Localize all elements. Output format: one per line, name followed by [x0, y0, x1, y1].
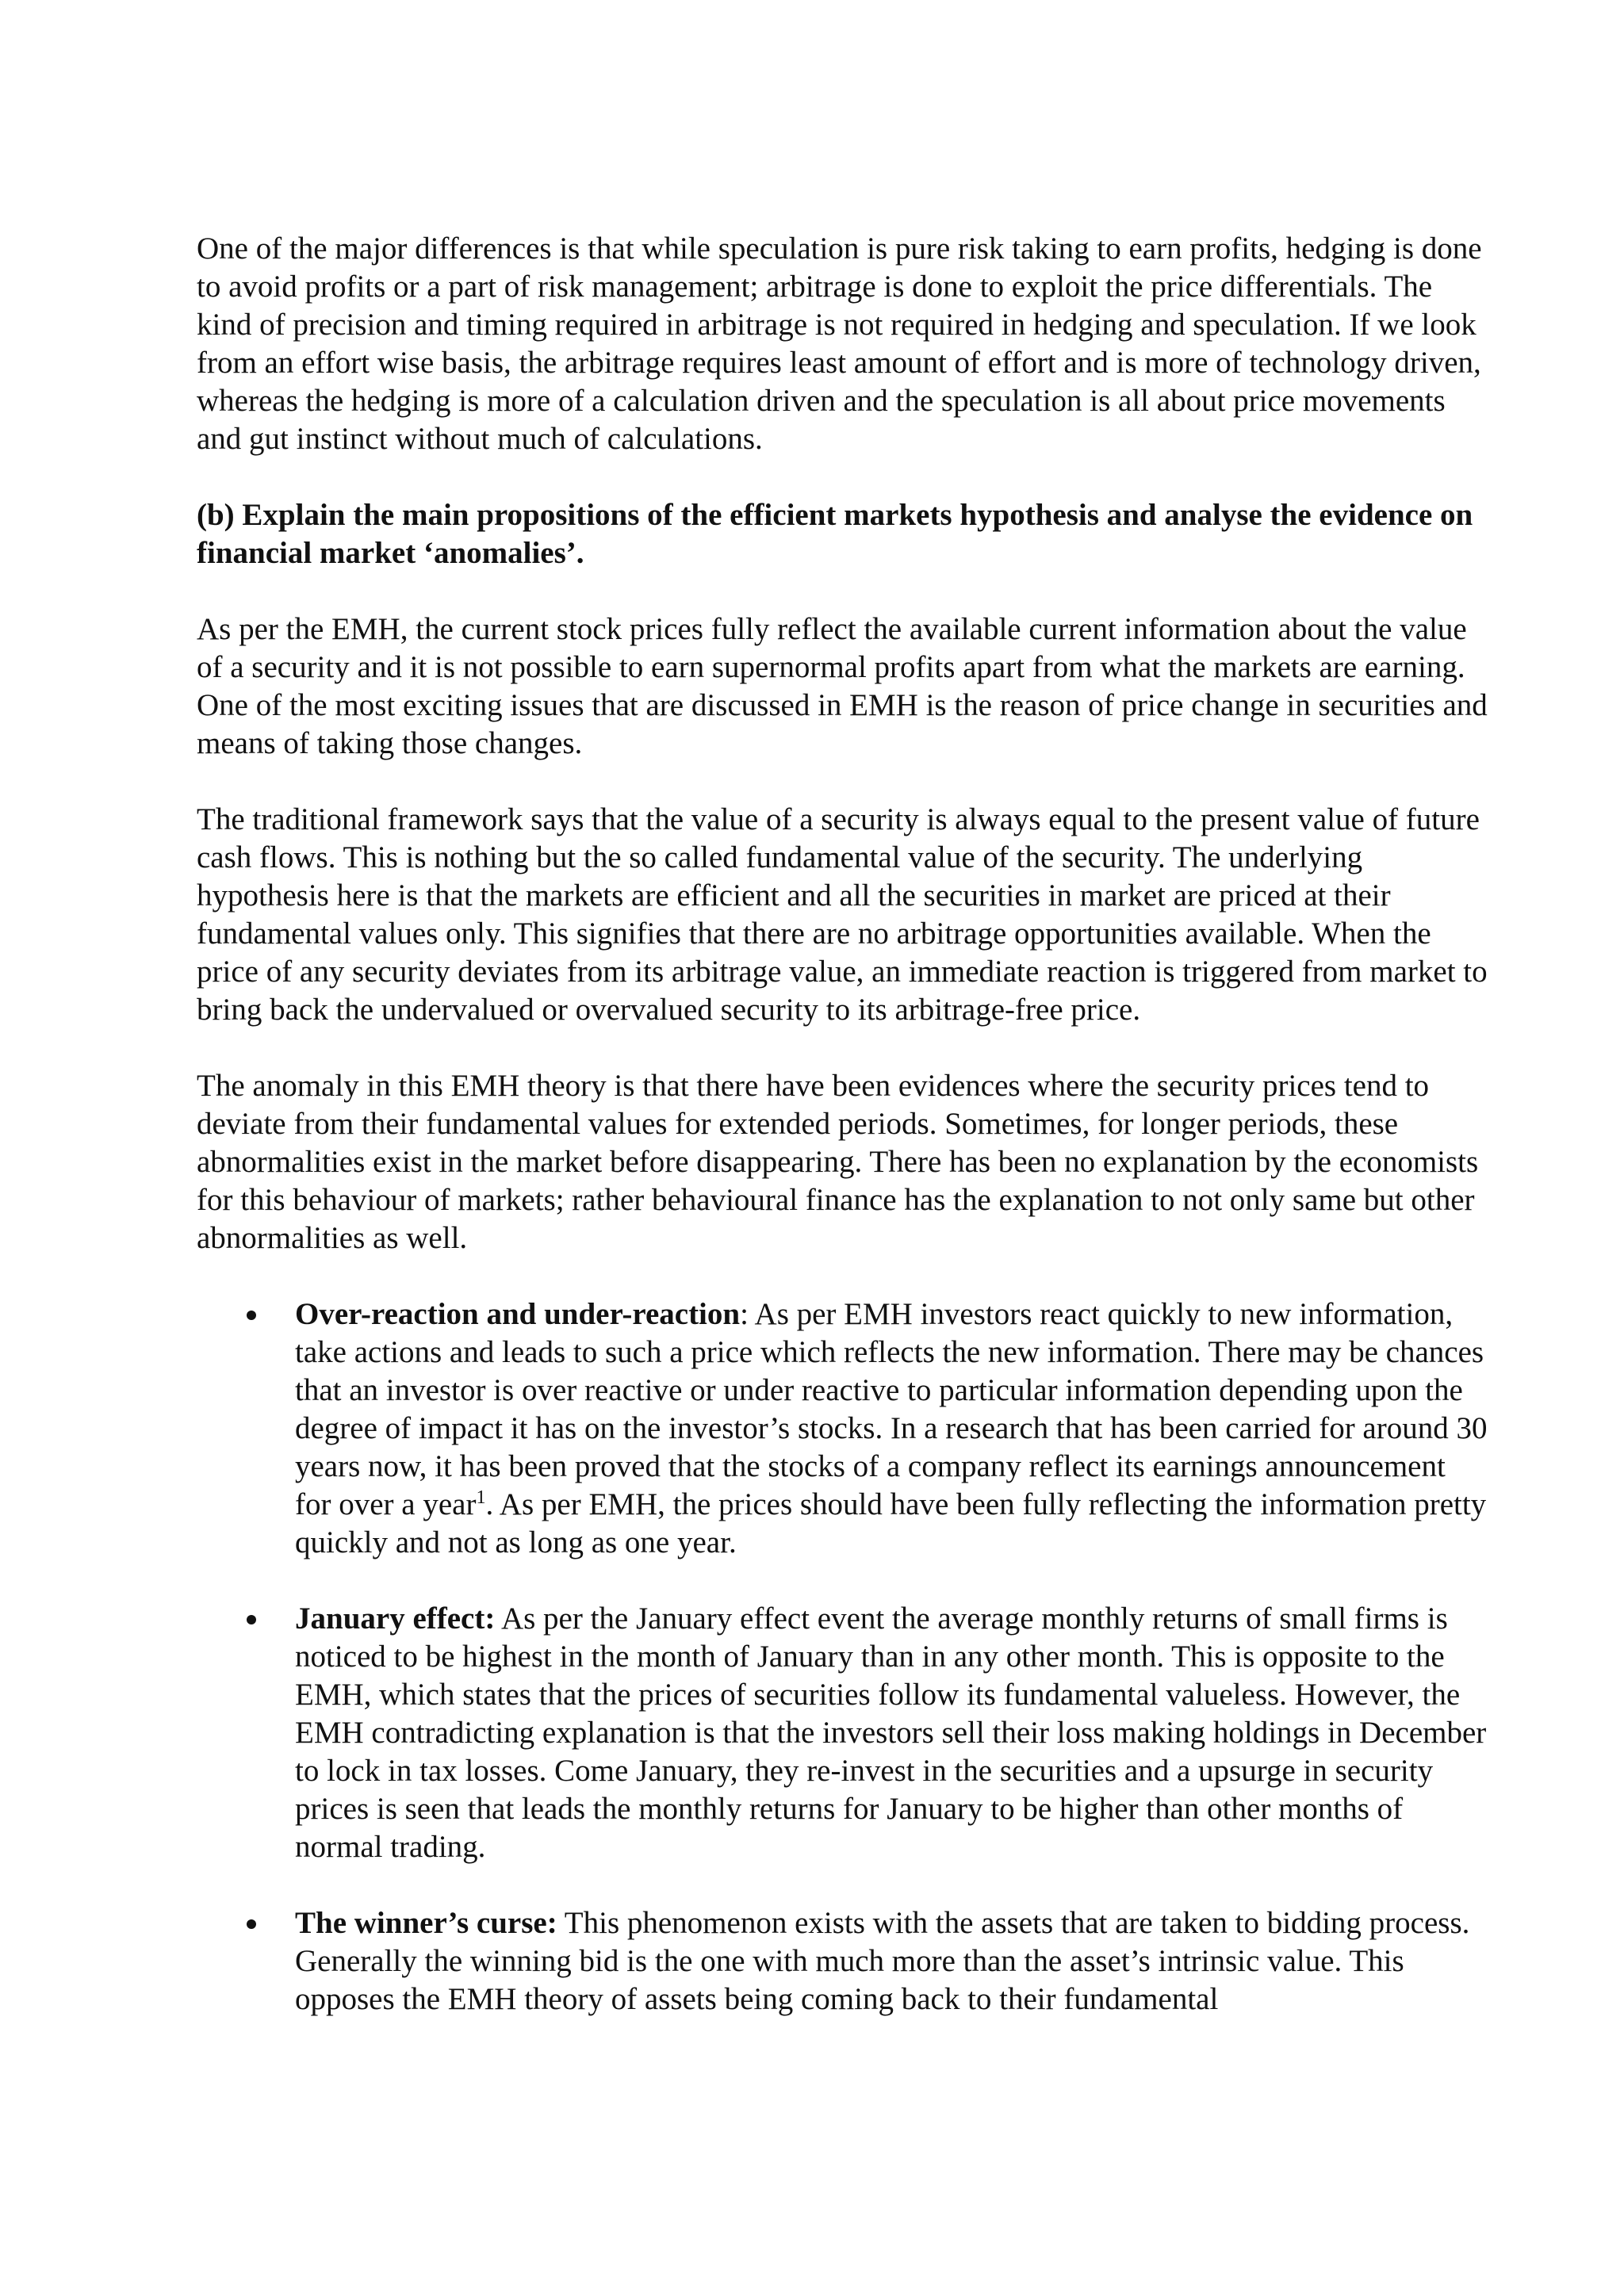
bullet-text: This phenomenon exists with the assets that are taken to bidding process. Generally the winning bid is the one with much more than the asset’s intrinsic value. This opposes the EMH theory of assets being coming back to their fundamental [295, 1906, 1470, 2016]
bullet-separator [495, 1601, 501, 1636]
anomalies-list [197, 1295, 1489, 2019]
bullet-term: The winner’s curse: [295, 1906, 557, 1940]
list-item-winners-curse [197, 1904, 1489, 2019]
bullet-icon [247, 1615, 256, 1624]
bullet-separator: : [740, 1297, 755, 1331]
footnote-marker[interactable]: 1 [476, 1487, 486, 1508]
bullet-icon [247, 1919, 256, 1929]
bullet-term: January effect: [295, 1601, 496, 1636]
bullet-term: Over-reaction and under-reaction [295, 1297, 741, 1331]
bullet-text-continued: . As per EMH, the prices should have been fully reflecting the information pretty quickly and not as long as one year. [295, 1487, 1487, 1559]
bullet-separator [557, 1906, 565, 1940]
document-page [197, 230, 1489, 2057]
paragraph-emh-anomaly: The anomaly in this EMH theory is that there have been evidences where the security prices tend to deviate from their fundamental values for extended periods. Sometimes, for longer periods, these abnormalities exist in the market before disappearing. There has been no explanation by the economists for this behaviour of markets; rather behavioural finance has the explanation to not only same but other abnormalities as well. [197, 1069, 1479, 1255]
bullet-text: As per the January effect event the average monthly returns of small firms is noticed to be highest in the month of January than in any other month. This is opposite to the EMH, which states that the prices of securities follow its fundamental valueless. However, the EMH contradicting explanation is that the investors sell their loss making holdings in December to lock in tax losses. Come January, they re-invest in the securities and a upsurge in security prices is seen that leads the monthly returns for January to be higher than other months of normal trading. [295, 1601, 1487, 1864]
bullet-text: As per EMH investors react quickly to new information, take actions and leads to such a price which reflects the new information. There may be chances that an investor is over reactive or under reactive to particular information depending upon the degree of impact it has on the investor’s stocks. In a research that has been carried for around 30 years now, it has been proved that the stocks of a company reflect its earnings announcement for over a year [295, 1297, 1488, 1521]
paragraph-hedging-speculation-arbitrage: One of the major differences is that while speculation is pure risk taking to earn profits, hedging is done to avoid profits or a part of risk management; arbitrage is done to exploit the price differentials. The kind of precision and timing required in arbitrage is not required in hedging and speculation. If we look from an effort wise basis, the arbitrage requires least amount of effort and is more of technology driven, whereas the hedging is more of a calculation driven and the speculation is all about price movements and gut instinct without much of calculations. [197, 232, 1482, 456]
paragraph-traditional-framework: The traditional framework says that the value of a security is always equal to the present value of future cash flows. This is nothing but the so called fundamental value of the security. The underlying hypothesis here is that the markets are efficient and all the securities in market are priced at their fundamental values only. This signifies that there are no arbitrage opportunities available. When the price of any security deviates from its arbitrage value, an immediate reaction is triggered from market to bring back the undervalued or overvalued security to its arbitrage-free price. [197, 802, 1488, 1027]
list-item-over-reaction [197, 1295, 1489, 1562]
bullet-icon [247, 1311, 256, 1320]
question-heading: (b) Explain the main propositions of the efficient markets hypothesis and analyse the evidence on financial market ‘anomalies’. [197, 498, 1473, 570]
paragraph-emh-definition: As per the EMH, the current stock prices fully reflect the available current information about the value of a security and it is not possible to earn supernormal profits apart from what the markets are earning. One of the most exciting issues that are discussed in EMH is the reason of price change in securities and means of taking those changes. [197, 612, 1488, 760]
list-item-january-effect [197, 1600, 1489, 1866]
